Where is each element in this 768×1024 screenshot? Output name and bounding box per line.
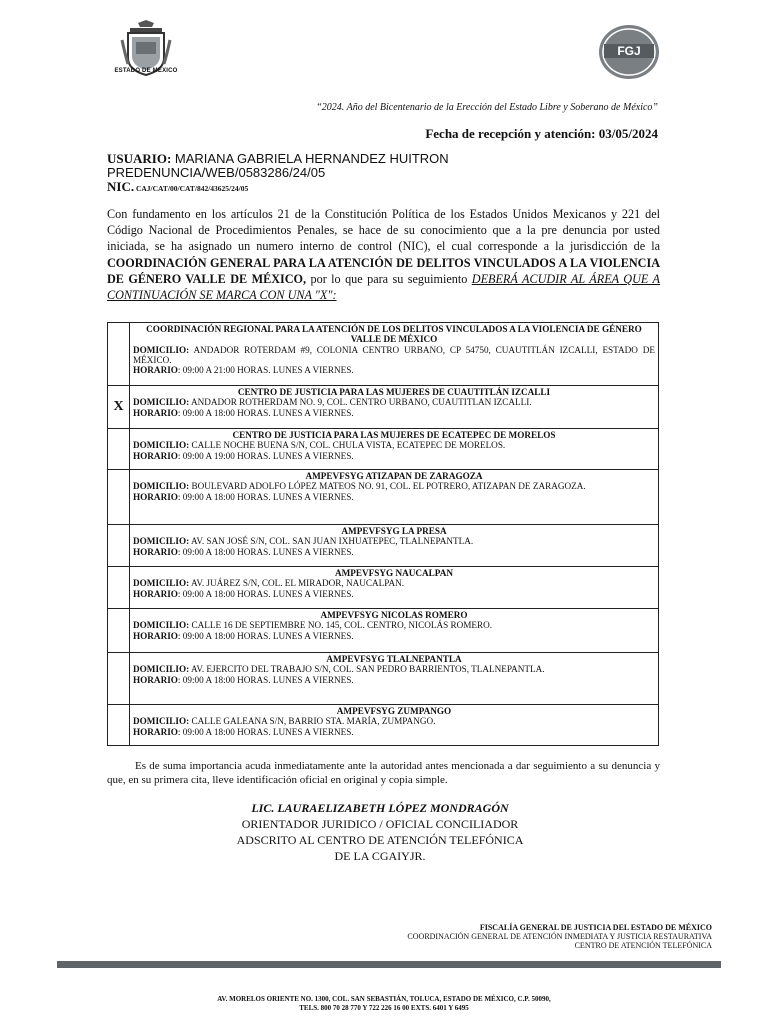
fgj-logo-text: FGJ [617,44,641,58]
horario-value: : 09:00 A 18:00 HORAS. LUNES A VIERNES. [177,491,354,502]
selection-mark-cell [108,470,130,525]
domicilio-label: DOMICILIO: [133,664,190,675]
selection-mark-cell [108,705,130,746]
area-title: AMPEVFSYG ZUMPANGO [336,706,452,716]
domicilio-label: DOMICILIO: [133,620,190,631]
area-address [133,345,655,366]
domicilio-value: CALLE GALEANA S/N, BARRIO STA. MARÍA, ZUMPANGO. [189,716,436,727]
footer-institution [407,923,712,950]
domicilio-value: BOULEVARD ADOLFO LÓPEZ MATEOS NO. 91, COL. EL POTRERO, ATIZAPAN DE ZARAGOZA. [189,481,586,492]
area-address [133,716,655,726]
area-details-cell [130,386,659,429]
area-schedule [133,631,655,641]
horario-value: : 09:00 A 18:00 HORAS. LUNES A VIERNES. [177,588,354,599]
user-block [107,152,667,196]
horario-label: HORARIO [133,588,178,599]
area-details-cell [130,705,659,746]
domicilio-value: CALLE NOCHE BUENA S/N, COL. CHULA VISTA, ECATEPEC DE MORELOS. [189,440,506,451]
intro-paragraph [107,206,660,303]
area-schedule [133,727,655,737]
nic-line [107,180,667,196]
selection-mark-cell [108,653,130,705]
area-details-cell [130,429,659,470]
intro-bold-jurisdiction: COORDINACIÓN GENERAL PARA LA ATENCIÓN DE DELITOS VINCULADOS A LA VIOLENCIA DE GÉNERO VALLE DE MÉXICO, [107,255,660,286]
domicilio-value: ANDADOR ROTHERDAM NO. 9, COL. CENTRO URBANO, CUAUTITLAN IZCALLI. [189,397,532,408]
closing-paragraph: Es de suma importancia acuda inmediatamente ante la autoridad antes mencionada a dar seguimiento a su denuncia y que, en su primera cita, lleve identificación oficial en original y copia simple. [107,760,660,786]
area-details-cell [130,567,659,609]
area-row [108,525,659,567]
footer-inst-line-2: COORDINACIÓN GENERAL DE ATENCIÓN INMEDIATA Y JUSTICIA RESTAURATIVA [407,932,712,941]
area-details-cell [130,525,659,567]
area-title: AMPEVFSYG LA PRESA [341,526,447,536]
area-title: AMPEVFSYG NAUCALPAN [335,568,453,578]
nic-value: CAJ/CAT/00/CAT/842/43625/24/05 [134,184,249,193]
intro-instruction: DEBERÁ ACUDIR AL ÁREA QUE A CONTINUACIÓN SE MARCA CON UNA "X": [107,271,660,303]
area-address [133,664,655,674]
area-details-cell [130,609,659,653]
area-schedule [133,365,655,375]
intro-text-1: Con fundamento en los artículos 21 de la Constitución Política de los Estados Unidos Mexicanos y 221 del Código Nacional de Procedimientos Penales, se hace de su conocimiento que a la pre denuncia por usted iniciada, se ha asignado un numero interno de control (NIC), el cual corresponde a la jurisdicción de la [107,207,660,254]
signer-title-1: ORIENTADOR JURIDICO / OFICIAL CONCILIADOR [241,817,519,831]
horario-label: HORARIO [133,365,178,376]
horario-label: HORARIO [133,726,178,737]
horario-value: : 09:00 A 18:00 HORAS. LUNES A VIERNES. [177,726,354,737]
user-line [107,152,667,166]
domicilio-label: DOMICILIO: [133,536,190,547]
horario-label: HORARIO [133,407,178,418]
signer-name: LIC. LAURAELIZABETH LÓPEZ MONDRAGÓN [251,801,509,815]
footer-inst-line-3: CENTRO DE ATENCIÓN TELEFÓNICA [574,941,712,950]
horario-value: : 09:00 A 19:00 HORAS. LUNES A VIERNES. [177,450,354,461]
selection-mark-cell [108,567,130,609]
domicilio-label: DOMICILIO: [133,481,190,492]
footer-inst-line-1: FISCALÍA GENERAL DE JUSTICIA DEL ESTADO DE MÉXICO [479,923,712,932]
footer-address [0,995,768,1013]
signer-title-3: DE LA CGAIYJR. [334,849,426,863]
horario-value: : 09:00 A 18:00 HORAS. LUNES A VIERNES. [177,407,354,418]
area-title: CENTRO DE JUSTICIA PARA LAS MUJERES DE ECATEPEC DE MORELOS [232,430,556,440]
area-title: AMPEVFSYG NICOLAS ROMERO [320,610,468,620]
area-row [108,386,659,429]
selection-mark-cell [108,429,130,470]
area-row [108,429,659,470]
domicilio-value: AV. JUÁREZ S/N, COL. EL MIRADOR, NAUCALPAN. [189,578,405,589]
footer-address-line-1: AV. MORELOS ORIENTE NO. 1300, COL. SAN SEBASTIÁN, TOLUCA, ESTADO DE MÉXICO, C.P. 50090, [217,995,551,1003]
nic-label: NIC. [107,179,135,194]
horario-label: HORARIO [133,450,178,461]
area-schedule [133,451,655,461]
area-title: COORDINACIÓN REGIONAL PARA LA ATENCIÓN DE LOS DELITOS VINCULADOS A LA VIOLENCIA DE GÉNERO VALLE DE MÉXICO [146,324,642,345]
fgj-logo [598,24,660,80]
area-details-cell [130,653,659,705]
area-schedule [133,547,655,557]
area-row [108,609,659,653]
domicilio-label: DOMICILIO: [133,578,190,589]
domicilio-label: DOMICILIO: [133,440,190,451]
intro-text-2: por lo que para su seguimiento [306,271,472,286]
selection-mark-cell [108,525,130,567]
user-label: USUARIO: [107,151,172,166]
year-motto: “2024. Año del Bicentenario de la Erección del Estado Libre y Soberano de México” [316,102,658,113]
domicilio-label: DOMICILIO: [133,397,190,408]
area-schedule [133,492,655,502]
attention-areas-table [107,322,659,746]
area-address [133,620,655,630]
signature-block [160,800,600,864]
horario-label: HORARIO [133,546,178,557]
signer-title-2: ADSCRITO AL CENTRO DE ATENCIÓN TELEFÓNICA [236,833,524,847]
area-row [108,470,659,525]
user-name: MARIANA GABRIELA HERNANDEZ HUITRON [171,151,449,166]
selection-mark-cell [108,609,130,653]
domicilio-label: DOMICILIO: [133,344,190,355]
horario-value: : 09:00 A 21:00 HORAS. LUNES A VIERNES. [177,365,354,376]
selection-mark-cell: X [108,386,130,429]
logo-caption: ESTADO DE MÉXICO [114,68,178,74]
selection-mark-cell [108,323,130,386]
area-row [108,653,659,705]
domicilio-value: ANDADOR ROTERDAM #9, COLONIA CENTRO URBANO, CP 54750, CUAUTITLÁN IZCALLI, ESTADO DE MÉXICO. [133,344,655,365]
footer-address-line-2: TELS. 800 70 28 770 Y 722 226 16 00 EXTS. 6401 Y 6495 [299,1004,469,1012]
horario-label: HORARIO [133,630,178,641]
reception-date: Fecha de recepción y atención: 03/05/2024 [425,126,658,141]
area-schedule [133,408,655,418]
horario-label: HORARIO [133,491,178,502]
area-row [108,323,659,386]
horario-value: : 09:00 A 18:00 HORAS. LUNES A VIERNES. [177,546,354,557]
domicilio-label: DOMICILIO: [133,716,190,727]
horario-value: : 09:00 A 18:00 HORAS. LUNES A VIERNES. [177,630,354,641]
area-address [133,481,655,491]
domicilio-value: CALLE 16 DE SEPTIEMBRE NO. 145, COL. CENTRO, NICOLÁS ROMERO. [189,620,493,631]
area-row [108,567,659,609]
predenuncia-number: PREDENUNCIA/WEB/0583286/24/05 [107,165,326,180]
area-schedule [133,589,655,599]
area-address [133,440,655,450]
area-title: AMPEVFSYG TLALNEPANTLA [326,654,462,664]
domicilio-value: AV. EJERCITO DEL TRABAJO S/N, COL. SAN PEDRO BARRIENTOS, TLALNEPANTLA. [189,664,545,675]
domicilio-value: AV. SAN JOSÉ S/N, COL. SAN JUAN IXHUATEPEC, TLALNEPANTLA. [189,536,474,547]
area-title: CENTRO DE JUSTICIA PARA LAS MUJERES DE CUAUTITLÁN IZCALLI [237,387,551,397]
area-address [133,397,655,407]
horario-value: : 09:00 A 18:00 HORAS. LUNES A VIERNES. [177,674,354,685]
area-address [133,536,655,546]
footer-divider-bar [57,961,721,968]
area-title: AMPEVFSYG ATIZAPAN DE ZARAGOZA [305,471,483,481]
area-row [108,705,659,746]
area-details-cell [130,470,659,525]
area-schedule [133,675,655,685]
horario-label: HORARIO [133,674,178,685]
area-details-cell [130,323,659,386]
area-address [133,578,655,588]
